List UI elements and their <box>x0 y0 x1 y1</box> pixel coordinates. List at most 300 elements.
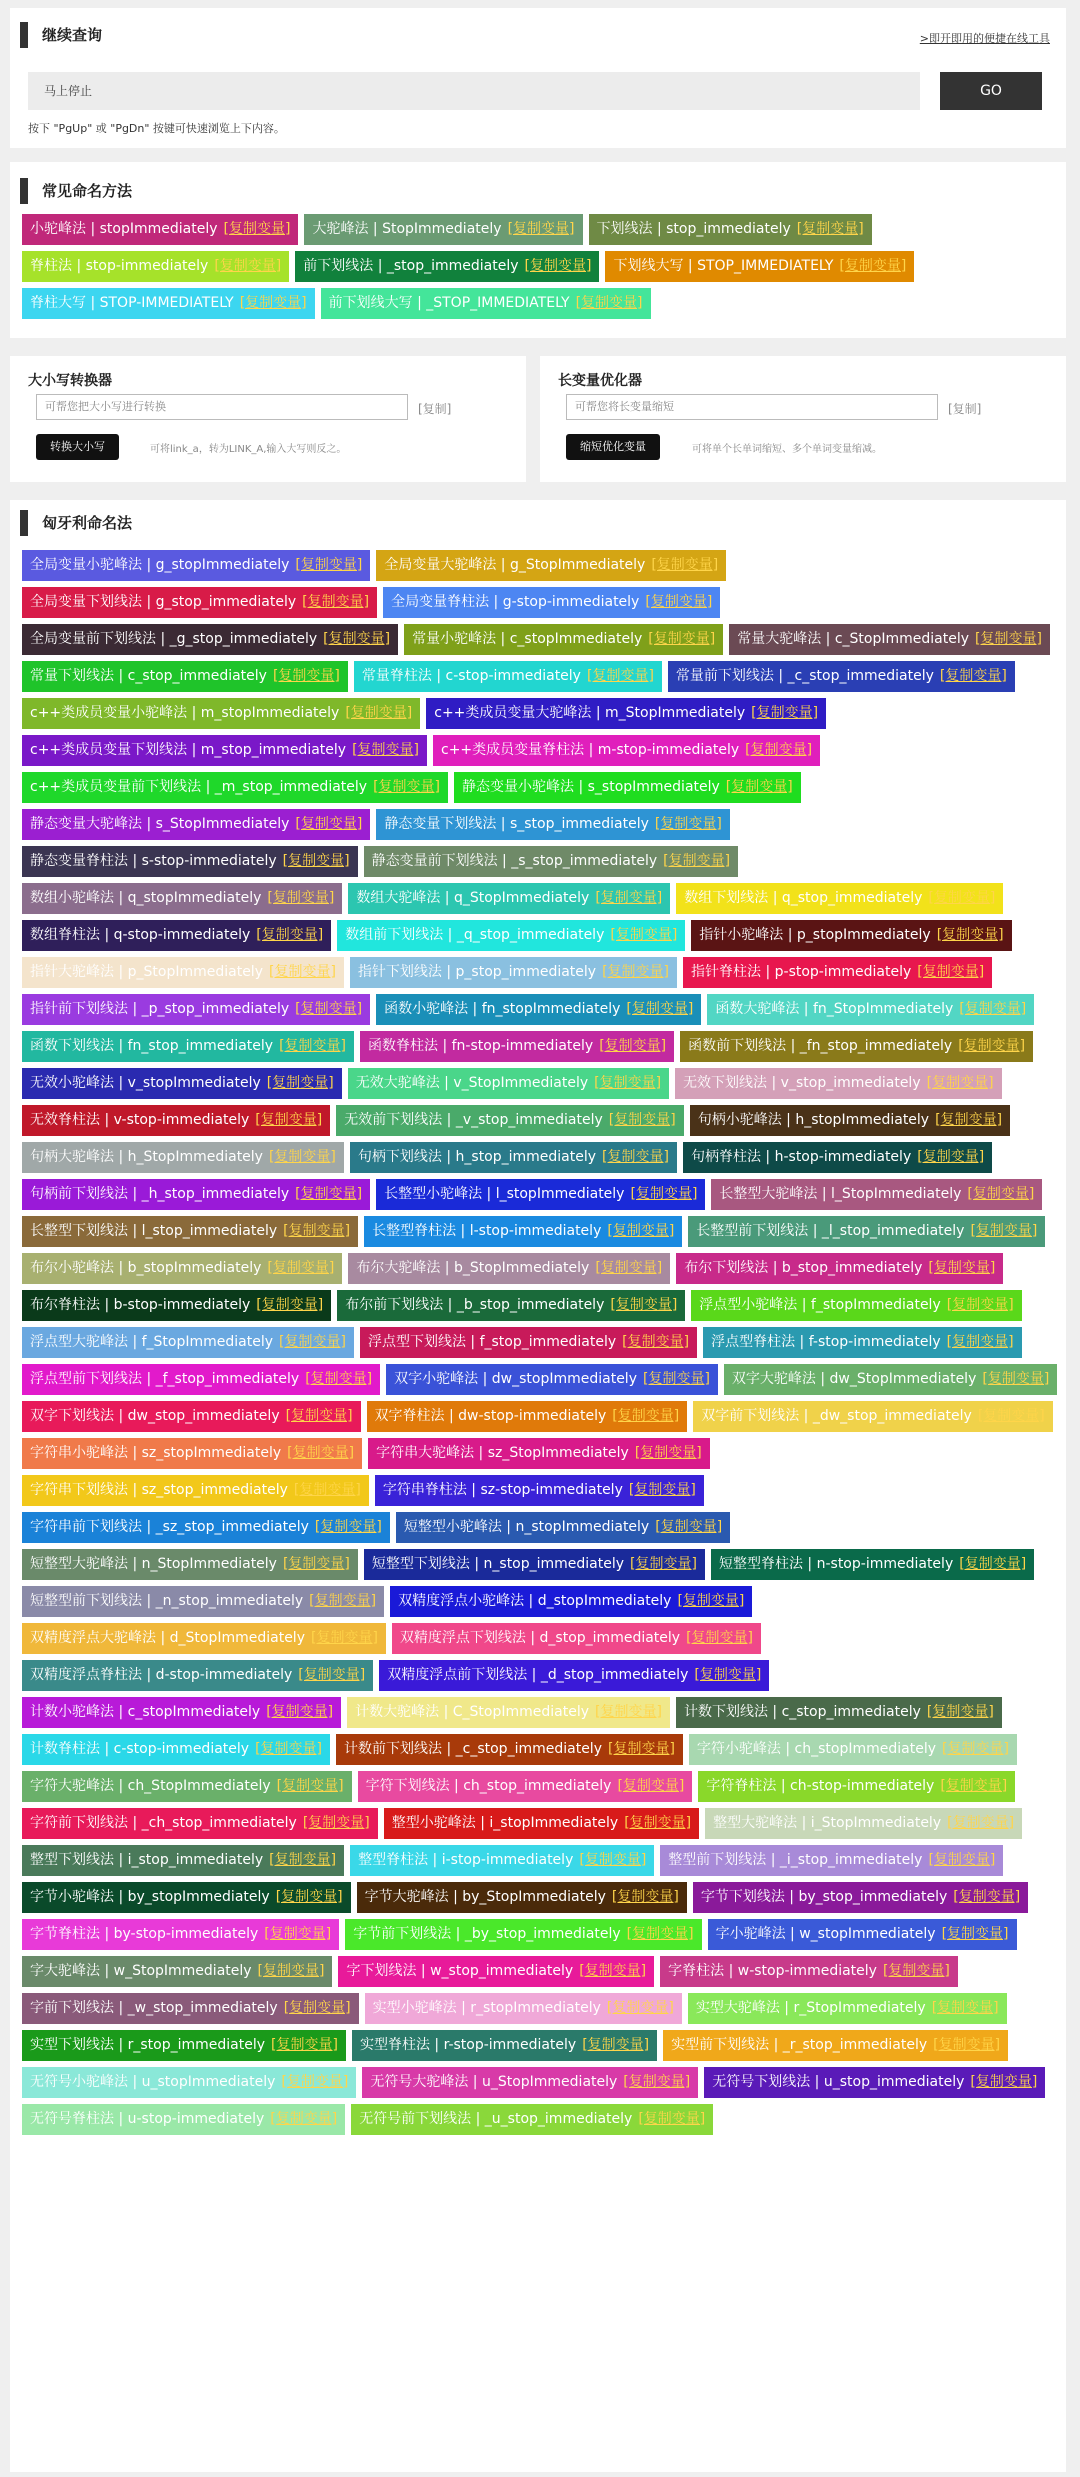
naming-tag-label: 双精度浮点下划线法 | d_stop_immediately <box>399 1630 681 1646</box>
copy-variable-link[interactable]: [复制变量] <box>622 1334 690 1350</box>
copy-variable-link[interactable]: [复制变量] <box>599 1038 667 1054</box>
hungarian-tag-list <box>22 550 1066 2141</box>
naming-tag-label: 指针大驼峰法 | p_StopImmediately <box>30 964 263 980</box>
copy-variable-link[interactable]: [复制变量] <box>575 295 643 311</box>
copy-variable-link[interactable]: [复制变量] <box>975 631 1042 647</box>
copy-variable-link[interactable]: [复制变量] <box>579 1963 647 1979</box>
naming-tag <box>724 1364 1057 1395</box>
copy-variable-link[interactable]: [复制变量] <box>267 890 335 906</box>
copy-variable-link[interactable]: [复制变量] <box>266 1075 334 1091</box>
naming-tag-label: 双精度浮点大驼峰法 | d_StopImmediately <box>30 1630 305 1646</box>
naming-tag-label: 常量小驼峰法 | c_stopImmediately <box>412 631 643 647</box>
copy-variable-link[interactable]: [复制变量] <box>255 1112 323 1128</box>
naming-tag-label: 函数脊柱法 | fn-stop-immediately <box>368 1038 594 1054</box>
copy-variable-link[interactable]: [复制变量] <box>610 1297 678 1313</box>
copy-variable-link[interactable]: [复制变量] <box>295 557 363 573</box>
copy-variable-link[interactable]: [复制变量] <box>694 1667 762 1683</box>
copy-variable-link[interactable]: [复制变量] <box>626 1001 694 1017</box>
naming-tag-label: 双字脊柱法 | dw-stop-immediately <box>374 1408 607 1424</box>
common-naming-card <box>10 162 1066 338</box>
copy-variable-link[interactable]: [复制变量] <box>352 742 419 758</box>
copy-variable-link[interactable]: [复制变量] <box>917 1149 985 1165</box>
copy-variable-link[interactable]: [复制变量] <box>602 1149 669 1165</box>
search-card <box>10 8 1066 148</box>
naming-tag-label: 指针前下划线法 | _p_stop_immediately <box>30 1001 290 1017</box>
copy-variable-link[interactable]: [复制变量] <box>751 705 819 721</box>
naming-tag-label: 指针脊柱法 | p-stop-immediately <box>691 964 912 980</box>
copy-variable-link[interactable]: [复制变量] <box>634 1445 702 1461</box>
naming-tag <box>22 1475 369 1506</box>
case-converter-copy[interactable]: [复制] <box>418 402 452 416</box>
naming-tag <box>22 772 448 803</box>
naming-tag-label: 下划线大写 | STOP_IMMEDIATELY <box>613 258 834 274</box>
copy-variable-link[interactable]: [复制变量] <box>745 742 813 758</box>
naming-tag-label: 浮点型前下划线法 | _f_stop_immediately <box>30 1371 300 1387</box>
naming-tag-label: 句柄前下划线法 | _h_stop_immediately <box>30 1186 290 1202</box>
naming-tag-label: 常量下划线法 | c_stop_immediately <box>30 668 267 684</box>
copy-variable-link[interactable]: [复制变量] <box>610 927 678 943</box>
copy-variable-link[interactable]: [复制变量] <box>269 1852 337 1868</box>
naming-tag-label: 双字大驼峰法 | dw_StopImmediately <box>731 1371 977 1387</box>
naming-tag-label: c++类成员变量大驼峰法 | m_StopImmediately <box>434 705 746 721</box>
naming-tag-label: 无符号下划线法 | u_stop_immediately <box>712 2074 965 2090</box>
copy-variable-link[interactable]: [复制变量] <box>926 1704 994 1720</box>
naming-tag-label: 无效大驼峰法 | v_StopImmediately <box>355 1075 589 1091</box>
copy-variable-link[interactable]: [复制变量] <box>970 2074 1038 2090</box>
naming-tag <box>22 1808 378 1839</box>
naming-tag <box>22 1734 330 1765</box>
naming-tag-label: 长整型脊柱法 | l-stop-immediately <box>372 1223 602 1239</box>
copy-variable-link[interactable]: [复制变量] <box>946 1334 1014 1350</box>
naming-tag <box>348 1253 670 1284</box>
naming-tag <box>350 957 677 988</box>
copy-variable-link[interactable]: [复制变量] <box>958 1038 1026 1054</box>
go-button[interactable]: GO <box>940 72 1042 110</box>
naming-tag-label: 脊柱大写 | STOP-IMMEDIATELY <box>30 295 234 311</box>
copy-variable-link[interactable]: [复制变量] <box>595 890 663 906</box>
copy-variable-link[interactable]: [复制变量] <box>373 779 440 795</box>
copy-variable-link[interactable]: [复制变量] <box>608 1112 676 1128</box>
naming-tag <box>383 587 720 618</box>
copy-variable-link[interactable]: [复制变量] <box>264 1926 332 1942</box>
naming-tag <box>688 1993 1007 2024</box>
naming-tag <box>375 1475 704 1506</box>
naming-tag <box>690 1105 1010 1136</box>
copy-variable-link[interactable]: [复制变量] <box>287 1445 355 1461</box>
naming-tag-label: 字符大驼峰法 | ch_StopImmediately <box>30 1778 271 1794</box>
naming-tag <box>384 1808 699 1839</box>
naming-tag <box>347 1697 670 1728</box>
copy-variable-link[interactable]: [复制变量] <box>936 927 1004 943</box>
copy-variable-link[interactable]: [复制变量] <box>602 964 670 980</box>
naming-tag-label: 静态变量小驼峰法 | s_stopImmediately <box>462 779 720 795</box>
naming-tag <box>22 809 370 840</box>
naming-tag <box>605 251 914 282</box>
naming-tag <box>22 957 344 988</box>
copy-variable-link[interactable]: [复制变量] <box>686 1630 754 1646</box>
search-input[interactable]: 马上停止 <box>28 72 920 110</box>
naming-tag-label: 短整型小驼峰法 | n_stopImmediately <box>403 1519 650 1535</box>
copy-variable-link[interactable]: [复制变量] <box>582 2037 650 2053</box>
copy-variable-link[interactable]: [复制变量] <box>606 2000 674 2016</box>
copy-variable-link[interactable]: [复制变量] <box>655 1519 723 1535</box>
search-section-title: 继续查询 <box>20 22 102 48</box>
copy-variable-link[interactable]: [复制变量] <box>214 258 282 274</box>
tools-link[interactable]: >即开即用的便捷在线工具 <box>919 32 1050 45</box>
naming-tag <box>680 1031 1033 1062</box>
naming-tag-label: 字符脊柱法 | ch-stop-immediately <box>706 1778 935 1794</box>
naming-tag <box>336 1734 683 1765</box>
copy-variable-link[interactable]: [复制变量] <box>638 2111 706 2127</box>
naming-tag <box>336 1105 684 1136</box>
naming-tag <box>376 809 730 840</box>
naming-tag-label: 浮点型脊柱法 | f-stop-immediately <box>711 1334 941 1350</box>
case-converter-input[interactable]: 可帮您把大小写进行转换 <box>36 394 408 420</box>
copy-variable-link[interactable]: [复制变量] <box>271 2037 338 2053</box>
copy-variable-link[interactable]: [复制变量] <box>928 890 996 906</box>
copy-variable-link[interactable]: [复制变量] <box>302 594 370 610</box>
copy-variable-link[interactable]: [复制变量] <box>642 1371 710 1387</box>
copy-variable-link[interactable]: [复制变量] <box>663 853 731 869</box>
naming-tag <box>693 1882 1028 1913</box>
copy-variable-link[interactable]: [复制变量] <box>223 221 291 237</box>
copy-variable-link[interactable]: [复制变量] <box>239 295 307 311</box>
naming-tag <box>675 1068 1002 1099</box>
naming-tag-label: 双精度浮点小驼峰法 | d_stopImmediately <box>398 1593 672 1609</box>
copy-variable-link[interactable]: [复制变量] <box>266 1704 334 1720</box>
copy-variable-link[interactable]: [复制变量] <box>645 594 713 610</box>
naming-tag-label: 无效下划线法 | v_stop_immediately <box>683 1075 921 1091</box>
naming-tag-label: 无符号大驼峰法 | u_StopImmediately <box>370 2074 618 2090</box>
copy-variable-link[interactable]: [复制变量] <box>648 631 716 647</box>
copy-variable-link[interactable]: [复制变量] <box>628 1482 696 1498</box>
naming-tag <box>426 698 826 729</box>
naming-tag-label: 字节大驼峰法 | by_StopImmediately <box>364 1889 606 1905</box>
naming-tag-label: 双字下划线法 | dw_stop_immediately <box>30 1408 280 1424</box>
naming-tag-label: 计数前下划线法 | _c_stop_immediately <box>344 1741 602 1757</box>
naming-tag <box>22 1660 373 1691</box>
naming-tag <box>337 1290 685 1321</box>
copy-variable-link[interactable]: [复制变量] <box>933 2037 1001 2053</box>
naming-tag-label: 长整型大驼峰法 | l_StopImmediately <box>719 1186 962 1202</box>
copy-variable-link[interactable]: [复制变量] <box>595 1260 663 1276</box>
naming-tag-label: 布尔小驼峰法 | b_stopImmediately <box>30 1260 262 1276</box>
copy-variable-link[interactable]: [复制变量] <box>970 1223 1038 1239</box>
copy-variable-link[interactable]: [复制变量] <box>595 1704 662 1720</box>
naming-tag <box>22 251 289 282</box>
copy-variable-link[interactable]: [复制变量] <box>630 1186 698 1202</box>
naming-tag-label: 字节脊柱法 | by-stop-immediately <box>30 1926 259 1942</box>
naming-tag-label: 字脊柱法 | w-stop-immediately <box>668 1963 877 1979</box>
naming-tag-label: 长整型下划线法 | l_stop_immediately <box>30 1223 278 1239</box>
copy-variable-link[interactable]: [复制变量] <box>796 221 864 237</box>
naming-tag-label: 短整型大驼峰法 | n_StopImmediately <box>30 1556 277 1572</box>
naming-tag-label: 数组小驼峰法 | q_stopImmediately <box>30 890 262 906</box>
copy-variable-link[interactable]: [复制变量] <box>931 2000 999 2016</box>
convert-case-button[interactable]: 转换大小写 <box>36 434 119 460</box>
copy-variable-link[interactable]: [复制变量] <box>651 557 719 573</box>
naming-tag <box>390 1586 752 1617</box>
naming-tag-label: 字符串脊柱法 | sz-stop-immediately <box>382 1482 623 1498</box>
naming-tag-label: 数组下划线法 | q_stop_immediately <box>684 890 923 906</box>
naming-tag <box>22 1845 344 1876</box>
copy-variable-link[interactable]: [复制变量] <box>959 1001 1027 1017</box>
length-optimizer-hint: 可将单个长单词缩短、多个单词变量缩减。 <box>692 444 882 455</box>
copy-variable-link[interactable]: [复制变量] <box>947 1815 1015 1831</box>
naming-tag <box>367 1401 688 1432</box>
copy-variable-link[interactable]: [复制变量] <box>276 1778 344 1794</box>
naming-tag <box>660 1956 958 1987</box>
copy-variable-link[interactable]: [复制变量] <box>298 1667 366 1683</box>
naming-tag <box>379 1660 769 1691</box>
copy-variable-link[interactable]: [复制变量] <box>275 1889 343 1905</box>
naming-tag-label: 整型前下划线法 | _i_stop_immediately <box>668 1852 923 1868</box>
naming-tag-label: 整型小驼峰法 | i_stopImmediately <box>391 1815 619 1831</box>
naming-tag <box>22 1290 331 1321</box>
naming-tag <box>22 1105 330 1136</box>
copy-variable-link[interactable]: [复制变量] <box>579 1852 647 1868</box>
copy-variable-link[interactable]: [复制变量] <box>295 816 363 832</box>
copy-variable-link[interactable]: [复制变量] <box>270 2111 338 2127</box>
naming-tag-label: 计数脊柱法 | c-stop-immediately <box>30 1741 250 1757</box>
shorten-variable-button[interactable]: 缩短优化变量 <box>566 434 660 460</box>
naming-tag <box>691 1290 1021 1321</box>
naming-tag <box>348 1068 669 1099</box>
naming-tag <box>22 1623 386 1654</box>
naming-tag <box>364 1216 682 1247</box>
naming-tag-label: 全局变量小驼峰法 | g_stopImmediately <box>30 557 290 573</box>
copy-variable-link[interactable]: [复制变量] <box>267 1260 335 1276</box>
naming-tag <box>348 883 670 914</box>
copy-variable-link[interactable]: [复制变量] <box>607 1223 675 1239</box>
naming-tag-label: 浮点型小驼峰法 | f_stopImmediately <box>699 1297 941 1313</box>
copy-variable-link[interactable]: [复制变量] <box>654 816 722 832</box>
copy-variable-link[interactable]: [复制变量] <box>982 1371 1050 1387</box>
copy-variable-link[interactable]: [复制变量] <box>928 1260 996 1276</box>
naming-tag <box>704 2067 1045 2098</box>
copy-variable-link[interactable]: [复制变量] <box>524 258 592 274</box>
naming-tag-label: 字符小驼峰法 | ch_stopImmediately <box>696 1741 936 1757</box>
copy-variable-link[interactable]: [复制变量] <box>594 1075 662 1091</box>
naming-tag <box>693 1401 1053 1432</box>
naming-tag-label: 整型脊柱法 | i-stop-immediately <box>358 1852 574 1868</box>
copy-variable-link[interactable]: [复制变量] <box>314 1519 382 1535</box>
copy-variable-link[interactable]: [复制变量] <box>283 1223 351 1239</box>
copy-variable-link[interactable]: [复制变量] <box>255 1741 323 1757</box>
naming-tag-label: 实型脊柱法 | r-stop-immediately <box>359 2037 577 2053</box>
copy-variable-link[interactable]: [复制变量] <box>882 1963 950 1979</box>
naming-tag <box>386 1364 718 1395</box>
naming-tag-label: 全局变量前下划线法 | _g_stop_immediately <box>30 631 318 647</box>
copy-variable-link[interactable]: [复制变量] <box>941 1926 1009 1942</box>
naming-tag-label: 双字前下划线法 | _dw_stop_immediately <box>701 1408 972 1424</box>
copy-variable-link[interactable]: [复制变量] <box>256 927 324 943</box>
naming-tag <box>688 1216 1045 1247</box>
copy-variable-link[interactable]: [复制变量] <box>926 1075 994 1091</box>
naming-tag <box>22 1586 384 1617</box>
naming-tag-label: 短整型前下划线法 | _n_stop_immediately <box>30 1593 304 1609</box>
hungarian-naming-card <box>10 500 1066 2472</box>
naming-tag-label: c++类成员变量下划线法 | m_stop_immediately <box>30 742 347 758</box>
naming-tag <box>22 1327 354 1358</box>
copy-variable-link[interactable]: [复制变量] <box>611 1889 679 1905</box>
naming-tag <box>22 735 427 766</box>
naming-tag-label: 无符号脊柱法 | u-stop-immediately <box>30 2111 265 2127</box>
copy-variable-link[interactable]: [复制变量] <box>305 1371 373 1387</box>
length-optimizer-copy[interactable]: [复制] <box>948 402 982 416</box>
search-hint: 按下 "PgUp" 或 "PgDn" 按键可快速浏览上下内容。 <box>28 122 285 135</box>
naming-tag-label: 双精度浮点脊柱法 | d-stop-immediately <box>30 1667 293 1683</box>
naming-tag-label: 指针小驼峰法 | p_stopImmediately <box>699 927 931 943</box>
copy-variable-link[interactable]: [复制变量] <box>279 1038 347 1054</box>
copy-variable-link[interactable]: [复制变量] <box>624 1815 692 1831</box>
naming-tag-label: 常量脊柱法 | c-stop-immediately <box>361 668 581 684</box>
copy-variable-link[interactable]: [复制变量] <box>268 1149 336 1165</box>
copy-variable-link[interactable]: [复制变量] <box>917 964 985 980</box>
copy-variable-link[interactable]: [复制变量] <box>586 668 654 684</box>
naming-tag-label: c++类成员变量脊柱法 | m-stop-immediately <box>441 742 740 758</box>
copy-variable-link[interactable]: [复制变量] <box>281 2074 349 2090</box>
copy-variable-link[interactable]: [复制变量] <box>953 1889 1021 1905</box>
copy-variable-link[interactable]: [复制变量] <box>967 1186 1035 1202</box>
copy-variable-link[interactable]: [复制变量] <box>626 1926 694 1942</box>
naming-tag-label: 字节前下划线法 | _by_stop_immediately <box>353 1926 621 1942</box>
naming-tag-label: 全局变量下划线法 | g_stop_immediately <box>30 594 297 610</box>
copy-variable-link[interactable]: [复制变量] <box>282 1556 350 1572</box>
copy-variable-link[interactable]: [复制变量] <box>256 1297 324 1313</box>
naming-tag-label: 字符串前下划线法 | _sz_stop_immediately <box>30 1519 309 1535</box>
copy-variable-link[interactable]: [复制变量] <box>268 964 336 980</box>
naming-tag <box>22 2067 356 2098</box>
copy-variable-link[interactable]: [复制变量] <box>323 631 391 647</box>
copy-variable-link[interactable]: [复制变量] <box>725 779 793 795</box>
naming-tag-label: 布尔脊柱法 | b-stop-immediately <box>30 1297 251 1313</box>
naming-tag <box>668 661 1015 692</box>
naming-tag <box>22 550 370 581</box>
naming-tag-label: 字符下划线法 | ch_stop_immediately <box>365 1778 612 1794</box>
copy-variable-link[interactable]: [复制变量] <box>677 1593 745 1609</box>
common-tag-list <box>22 214 1066 325</box>
naming-tag <box>360 1031 674 1062</box>
copy-variable-link[interactable]: [复制变量] <box>272 668 340 684</box>
length-optimizer-title: 长变量优化器 <box>558 373 642 389</box>
copy-variable-link[interactable]: [复制变量] <box>285 1408 353 1424</box>
case-converter-hint: 可将link_a，转为LINK_A,输入大写则反之。 <box>150 444 347 455</box>
naming-tag-label: 函数下划线法 | fn_stop_immediately <box>30 1038 274 1054</box>
naming-tag <box>22 698 420 729</box>
naming-tag <box>376 550 726 581</box>
copy-variable-link[interactable]: [复制变量] <box>283 2000 351 2016</box>
naming-tag <box>360 1327 697 1358</box>
naming-tag <box>22 1438 362 1469</box>
copy-variable-link[interactable]: [复制变量] <box>959 1556 1027 1572</box>
naming-tag-label: 数组前下划线法 | _q_stop_immediately <box>345 927 605 943</box>
naming-tag <box>22 920 331 951</box>
naming-tag <box>22 661 348 692</box>
copy-variable-link[interactable]: [复制变量] <box>617 1778 685 1794</box>
copy-variable-link[interactable]: [复制变量] <box>309 1593 377 1609</box>
copy-variable-link[interactable]: [复制变量] <box>946 1297 1014 1313</box>
naming-tag <box>22 214 298 245</box>
copy-variable-link[interactable]: [复制变量] <box>302 1815 370 1831</box>
naming-tag-label: 常量大驼峰法 | c_StopImmediately <box>737 631 970 647</box>
naming-tag <box>676 1697 1002 1728</box>
naming-tag <box>22 1697 341 1728</box>
naming-tag-label: 前下划线大写 | _STOP_IMMEDIATELY <box>328 295 570 311</box>
common-section-title: 常见命名方法 <box>20 178 132 204</box>
naming-tag-label: 句柄小驼峰法 | h_stopImmediately <box>697 1112 930 1128</box>
naming-tag-label: c++类成员变量前下划线法 | _m_stop_immediately <box>30 779 368 795</box>
copy-variable-link[interactable]: [复制变量] <box>507 221 575 237</box>
naming-tag <box>708 1919 1017 1950</box>
naming-tag-label: 浮点型下划线法 | f_stop_immediately <box>367 1334 617 1350</box>
copy-variable-link[interactable]: [复制变量] <box>612 1408 680 1424</box>
copy-variable-link[interactable]: [复制变量] <box>295 1001 363 1017</box>
copy-variable-link[interactable]: [复制变量] <box>623 2074 691 2090</box>
naming-tag-label: 短整型下划线法 | n_stop_immediately <box>371 1556 625 1572</box>
naming-tag <box>22 1549 358 1580</box>
copy-variable-link[interactable]: [复制变量] <box>839 258 907 274</box>
copy-variable-link[interactable]: [复制变量] <box>345 705 413 721</box>
naming-tag-label: 布尔大驼峰法 | b_StopImmediately <box>356 1260 590 1276</box>
copy-variable-link[interactable]: [复制变量] <box>279 1334 346 1350</box>
naming-tag-label: 字节下划线法 | by_stop_immediately <box>700 1889 948 1905</box>
copy-variable-link[interactable]: [复制变量] <box>293 1482 361 1498</box>
copy-variable-link[interactable]: [复制变量] <box>295 1186 363 1202</box>
naming-tag-label: 字前下划线法 | _w_stop_immediately <box>30 2000 278 2016</box>
copy-variable-link[interactable]: [复制变量] <box>310 1630 378 1646</box>
copy-variable-link[interactable]: [复制变量] <box>940 1778 1008 1794</box>
case-converter-title: 大小写转换器 <box>28 373 112 389</box>
copy-variable-link[interactable]: [复制变量] <box>282 853 350 869</box>
naming-tag-label: 数组大驼峰法 | q_StopImmediately <box>356 890 590 906</box>
copy-variable-link[interactable]: [复制变量] <box>942 1741 1009 1757</box>
naming-tag <box>364 846 739 877</box>
naming-tag <box>22 1142 344 1173</box>
copy-variable-link[interactable]: [复制变量] <box>935 1112 1003 1128</box>
naming-tag <box>433 735 820 766</box>
naming-tag-label: 指针下划线法 | p_stop_immediately <box>357 964 597 980</box>
naming-tag-label: 整型大驼峰法 | i_StopImmediately <box>713 1815 942 1831</box>
naming-tag <box>691 920 1011 951</box>
naming-tag-label: 长整型前下划线法 | _l_stop_immediately <box>696 1223 965 1239</box>
naming-tag <box>304 214 582 245</box>
naming-tag <box>22 1179 370 1210</box>
naming-tag <box>22 1253 342 1284</box>
naming-tag <box>683 1142 992 1173</box>
naming-tag <box>358 1771 693 1802</box>
copy-variable-link[interactable]: [复制变量] <box>939 668 1007 684</box>
naming-tag <box>454 772 801 803</box>
naming-tag-label: 句柄脊柱法 | h-stop-immediately <box>690 1149 912 1165</box>
length-optimizer-input[interactable]: 可帮您将长变量缩短 <box>566 394 938 420</box>
naming-tag-label: 短整型脊柱法 | n-stop-immediately <box>718 1556 954 1572</box>
naming-tag-label: 全局变量大驼峰法 | g_StopImmediately <box>384 557 646 573</box>
naming-tag-label: 实型小驼峰法 | r_stopImmediately <box>372 2000 601 2016</box>
naming-tag-label: 大驼峰法 | StopImmediately <box>312 221 502 237</box>
naming-tag <box>364 1549 705 1580</box>
copy-variable-link[interactable]: [复制变量] <box>928 1852 996 1868</box>
copy-variable-link[interactable]: [复制变量] <box>630 1556 697 1572</box>
naming-tag <box>660 1845 1003 1876</box>
copy-variable-link[interactable]: [复制变量] <box>977 1408 1045 1424</box>
copy-variable-link[interactable]: [复制变量] <box>257 1963 325 1979</box>
naming-tag <box>362 2067 698 2098</box>
naming-tag <box>376 1179 705 1210</box>
naming-tag-label: 小驼峰法 | stopImmediately <box>30 221 218 237</box>
copy-variable-link[interactable]: [复制变量] <box>607 1741 675 1757</box>
naming-tag <box>698 1771 1015 1802</box>
